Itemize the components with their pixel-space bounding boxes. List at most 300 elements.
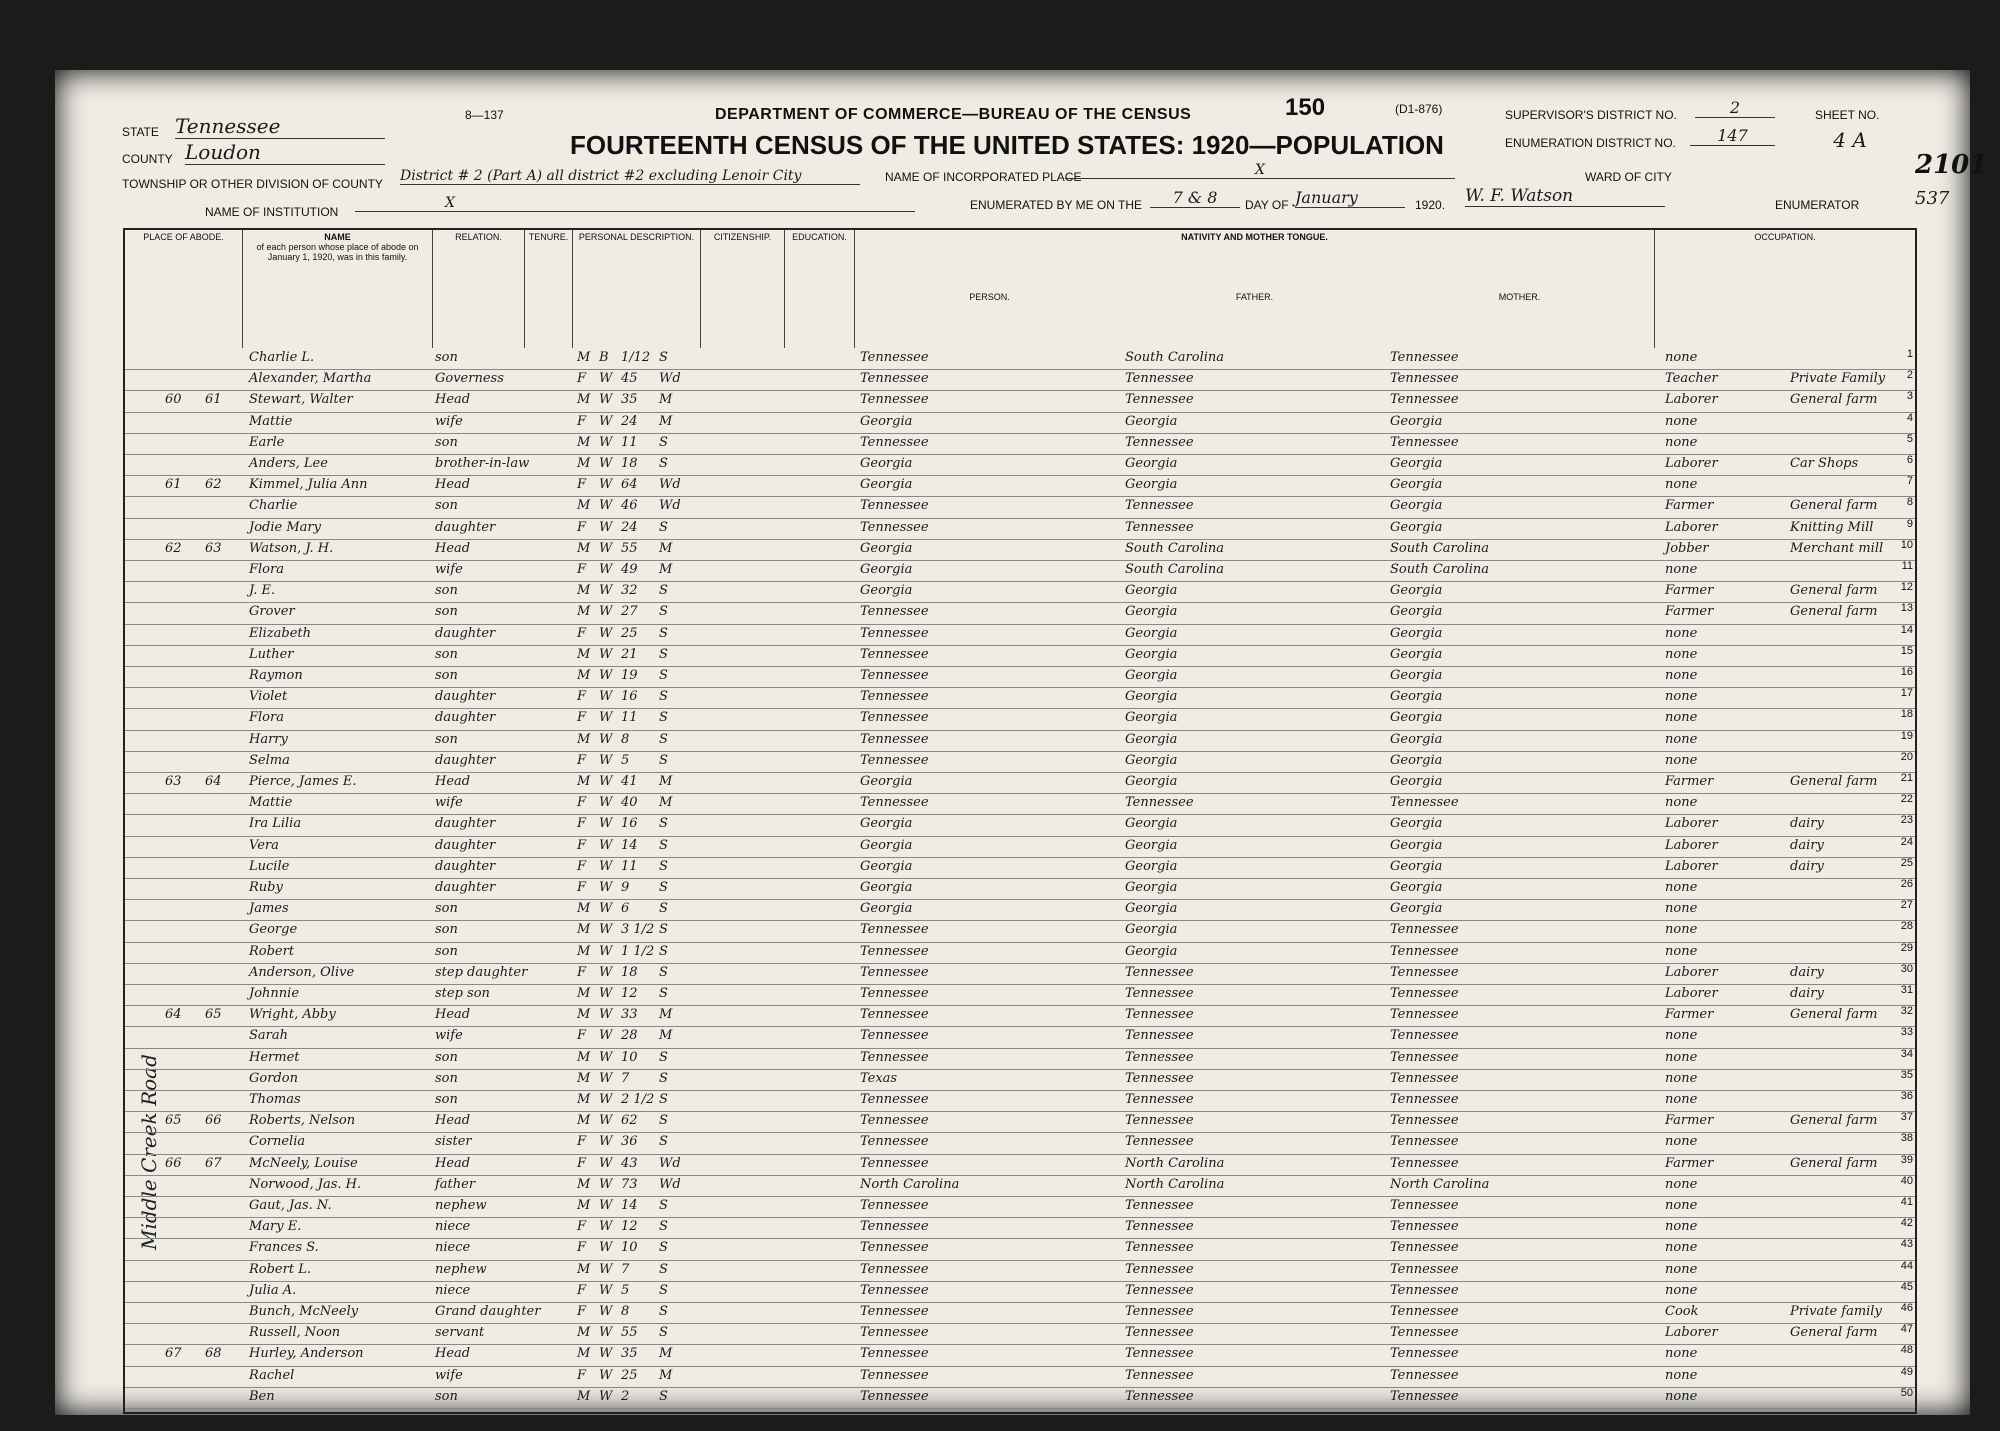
cell-age: 2: [621, 1388, 630, 1404]
cell-occupation: Laborer: [1665, 519, 1718, 535]
cell-relation: Head: [435, 540, 471, 556]
cell-family: [205, 1238, 241, 1257]
line-number: 33: [1900, 1026, 1913, 1039]
cell-age: 1/12: [621, 350, 651, 365]
line-number: 14: [1900, 623, 1913, 636]
cell-relation: niece: [435, 1282, 471, 1298]
cell-father-birth: Georgia: [1125, 774, 1178, 789]
cell-mother-birth: Georgia: [1390, 477, 1443, 493]
cell-family: [205, 1387, 241, 1406]
cell-relation: Head: [435, 1346, 471, 1362]
cell-mother-birth: Tennessee: [1390, 1049, 1459, 1065]
cell-father-birth: Georgia: [1125, 922, 1178, 938]
cell-relation: daughter: [435, 710, 496, 726]
county-label: COUNTY: [122, 152, 173, 166]
cell-family: [205, 942, 241, 961]
cell-sex: M: [577, 1325, 591, 1341]
cell-family: [205, 1281, 241, 1300]
cell-name: Stewart, Walter: [249, 392, 353, 408]
cell-sex: F: [577, 625, 587, 641]
cell-name: Lucile: [249, 858, 290, 874]
cell-occupation: none: [1665, 1176, 1698, 1192]
cell-father-birth: Georgia: [1125, 413, 1178, 429]
cell-sex: F: [577, 519, 587, 535]
cell-age: 12: [621, 1219, 638, 1235]
cell-dwelling: [165, 496, 201, 515]
cell-sex: M: [577, 668, 591, 683]
cell-name: Selma: [249, 752, 290, 768]
cell-age: 10: [621, 1240, 638, 1256]
cell-father-birth: Georgia: [1125, 689, 1178, 705]
cell-name: Earle: [249, 434, 285, 450]
cell-relation: son: [435, 668, 458, 683]
cell-occupation: Farmer: [1665, 604, 1714, 620]
line-number: 40: [1900, 1174, 1913, 1187]
cell-race: W: [599, 795, 613, 811]
cell-father-birth: Tennessee: [1125, 498, 1194, 514]
enumerator-label: ENUMERATOR: [1775, 198, 1860, 212]
cell-family: 64: [205, 774, 222, 789]
cell-mother-birth: Georgia: [1390, 880, 1443, 895]
cell-marital: Wd: [659, 1176, 681, 1192]
cell-name: Violet: [249, 689, 288, 705]
cell-family: [205, 1196, 241, 1215]
cell-name: Robert: [249, 943, 295, 959]
cell-industry: General farm: [1790, 1155, 1878, 1171]
cell-name: Kimmel, Julia Ann: [249, 477, 368, 493]
cell-age: 55: [621, 1325, 638, 1341]
cell-dwelling: [165, 412, 201, 431]
cell-marital: S: [659, 519, 668, 535]
cell-sex: M: [577, 1261, 591, 1277]
cell-dwelling: [165, 1132, 201, 1151]
cell-relation: daughter: [435, 816, 496, 832]
cell-father-birth: Tennessee: [1125, 1325, 1194, 1341]
cell-age: 7: [621, 1070, 630, 1086]
cell-name: McNeely, Louise: [249, 1155, 358, 1171]
cell-sex: M: [577, 731, 591, 747]
cell-mother-birth: Georgia: [1390, 604, 1443, 620]
cell-occupation: Jobber: [1665, 540, 1709, 556]
cell-dwelling: [165, 602, 201, 621]
cell-birth: Tennessee: [860, 1261, 929, 1277]
cell-dwelling: 62: [165, 540, 182, 556]
line-number: 10: [1900, 538, 1913, 551]
cell-father-birth: Georgia: [1125, 880, 1178, 895]
cell-family: [205, 857, 241, 876]
cell-father-birth: Tennessee: [1125, 1198, 1194, 1213]
cell-mother-birth: Tennessee: [1390, 1155, 1459, 1171]
table-row: [125, 984, 1915, 1006]
cell-relation: Governess: [435, 371, 504, 387]
table-row: [125, 899, 1915, 921]
cell-family: [205, 645, 241, 664]
cell-name: Cornelia: [249, 1134, 306, 1150]
cell-race: W: [599, 1325, 613, 1341]
cell-birth: Tennessee: [860, 1007, 929, 1023]
enumerated-day: 7 & 8: [1150, 188, 1240, 208]
line-number: 42: [1900, 1217, 1913, 1230]
cell-relation: son: [435, 1388, 458, 1404]
cell-dwelling: 66: [165, 1155, 182, 1171]
cell-industry: dairy: [1790, 858, 1824, 874]
cell-dwelling: [165, 645, 201, 664]
line-number: 43: [1900, 1238, 1913, 1251]
cell-birth: Tennessee: [860, 1155, 929, 1171]
cell-birth: Georgia: [860, 837, 913, 853]
cell-occupation: none: [1665, 731, 1698, 747]
cell-marital: S: [659, 583, 668, 599]
line-number: 37: [1900, 1111, 1913, 1124]
cell-relation: son: [435, 1070, 458, 1086]
cell-race: W: [599, 1304, 613, 1319]
cell-occupation: none: [1665, 901, 1698, 917]
cell-race: W: [599, 1176, 613, 1192]
cell-race: W: [599, 1092, 613, 1107]
cell-father-birth: Tennessee: [1125, 964, 1194, 980]
line-number: 6: [1906, 454, 1913, 466]
cell-relation: niece: [435, 1219, 471, 1235]
cell-relation: wife: [435, 562, 463, 577]
cell-marital: S: [659, 1240, 668, 1256]
cell-sex: M: [577, 498, 591, 514]
line-number: 32: [1900, 1005, 1913, 1018]
cell-relation: niece: [435, 1240, 471, 1256]
cell-occupation: Laborer: [1665, 837, 1718, 853]
cell-name: Anders, Lee: [249, 456, 328, 471]
cell-name: Bunch, McNeely: [249, 1304, 359, 1319]
line-number: 11: [1901, 560, 1913, 572]
cell-dwelling: 64: [165, 1007, 182, 1023]
cell-name: Flora: [249, 562, 284, 577]
cell-dwelling: 60: [165, 392, 182, 408]
cell-industry: dairy: [1790, 986, 1824, 1001]
cell-family: [205, 348, 241, 367]
cell-sex: F: [577, 689, 587, 705]
line-number: 48: [1900, 1344, 1913, 1357]
table-row: [125, 1238, 1915, 1260]
cell-marital: S: [659, 456, 668, 471]
cell-birth: Georgia: [860, 540, 913, 556]
cell-industry: dairy: [1790, 816, 1824, 832]
cell-name: Vera: [249, 837, 279, 853]
cell-dwelling: [165, 1323, 201, 1342]
cell-mother-birth: Tennessee: [1390, 1070, 1459, 1086]
line-number: 2: [1906, 369, 1913, 382]
line-number: 3: [1906, 390, 1913, 403]
cell-occupation: none: [1665, 922, 1698, 938]
cell-occupation: Farmer: [1665, 498, 1714, 514]
cell-occupation: none: [1665, 1049, 1698, 1065]
line-number: 28: [1900, 920, 1913, 933]
cell-mother-birth: Georgia: [1390, 837, 1443, 853]
cell-industry: [1790, 1090, 1910, 1109]
cell-occupation: Cook: [1665, 1304, 1699, 1319]
cell-mother-birth: Tennessee: [1390, 1007, 1459, 1023]
cell-mother-birth: Tennessee: [1390, 1028, 1459, 1044]
cell-mother-birth: Georgia: [1390, 731, 1443, 747]
cell-race: W: [599, 837, 613, 853]
table-row: [125, 1217, 1915, 1239]
line-number: 25: [1900, 856, 1913, 869]
cell-relation: son: [435, 731, 458, 747]
cell-age: 62: [621, 1113, 638, 1129]
cell-industry: General farm: [1790, 774, 1878, 789]
header-tenure: TENURE.: [525, 230, 573, 348]
cell-dwelling: [165, 708, 201, 727]
cell-occupation: none: [1665, 710, 1698, 726]
cell-mother-birth: Tennessee: [1390, 1113, 1459, 1129]
cell-age: 6: [621, 901, 630, 917]
cell-occupation: none: [1665, 752, 1698, 768]
cell-birth: Tennessee: [860, 1282, 929, 1298]
cell-sex: M: [577, 943, 591, 959]
cell-birth: Tennessee: [860, 1304, 929, 1319]
cell-relation: Head: [435, 774, 471, 789]
cell-family: [205, 730, 241, 749]
cell-mother-birth: Georgia: [1390, 901, 1443, 917]
enumeration-value: 147: [1690, 126, 1775, 146]
cell-occupation: none: [1665, 1388, 1698, 1404]
table-row: [125, 475, 1915, 497]
cell-name: Frances S.: [249, 1240, 319, 1256]
supervisor-label: SUPERVISOR'S DISTRICT NO.: [1505, 108, 1677, 122]
header-father: FATHER.: [1235, 292, 1274, 302]
cell-father-birth: North Carolina: [1125, 1176, 1225, 1192]
cell-race: W: [599, 689, 613, 705]
cell-marital: S: [659, 880, 668, 895]
cell-name: Johnnie: [249, 986, 300, 1001]
cell-name: Robert L.: [249, 1261, 311, 1277]
cell-mother-birth: Georgia: [1390, 583, 1443, 599]
cell-dwelling: [165, 793, 201, 812]
month-value: January: [1295, 188, 1405, 208]
cell-marital: Wd: [659, 1155, 681, 1171]
cell-birth: Georgia: [860, 816, 913, 832]
cell-name: Watson, J. H.: [249, 540, 334, 556]
cell-age: 24: [621, 413, 638, 429]
table-row: [125, 1344, 1915, 1366]
table-row: [125, 1111, 1915, 1133]
line-number: 39: [1900, 1153, 1913, 1166]
cell-dwelling: 67: [165, 1346, 182, 1362]
cell-mother-birth: Tennessee: [1390, 1261, 1459, 1277]
cell-marital: M: [659, 562, 673, 577]
table-row: [125, 581, 1915, 603]
cell-age: 9: [621, 880, 630, 895]
cell-occupation: Farmer: [1665, 1155, 1714, 1171]
cell-family: 66: [205, 1113, 222, 1129]
cell-marital: S: [659, 710, 668, 726]
cell-relation: nephew: [435, 1198, 487, 1213]
cell-birth: Tennessee: [860, 795, 929, 811]
cell-race: W: [599, 583, 613, 599]
cell-relation: daughter: [435, 519, 496, 535]
cell-birth: Tennessee: [860, 1346, 929, 1362]
line-number: 15: [1900, 644, 1913, 657]
cell-age: 3 1/2: [621, 922, 655, 938]
cell-occupation: Teacher: [1665, 371, 1718, 387]
cell-father-birth: Tennessee: [1125, 1049, 1194, 1065]
cell-father-birth: South Carolina: [1125, 350, 1225, 365]
cell-sex: M: [577, 646, 591, 662]
cell-sex: M: [577, 350, 591, 365]
cell-relation: Grand daughter: [435, 1304, 541, 1319]
cell-mother-birth: Tennessee: [1390, 943, 1459, 959]
line-number: 24: [1900, 835, 1913, 848]
line-number: 7: [1906, 475, 1913, 488]
cell-birth: Tennessee: [860, 1367, 929, 1383]
cell-dwelling: [165, 857, 201, 876]
cell-dwelling: [165, 687, 201, 706]
cell-mother-birth: North Carolina: [1390, 1176, 1490, 1192]
cell-mother-birth: Tennessee: [1390, 986, 1459, 1001]
cell-birth: Georgia: [860, 413, 913, 429]
line-number: 31: [1900, 984, 1913, 996]
cell-marital: M: [659, 392, 673, 408]
cell-dwelling: [165, 348, 201, 367]
cell-father-birth: Tennessee: [1125, 1304, 1194, 1319]
cell-relation: son: [435, 350, 458, 365]
cell-marital: S: [659, 986, 668, 1001]
cell-occupation: none: [1665, 1092, 1698, 1107]
cell-father-birth: Tennessee: [1125, 1092, 1194, 1107]
cell-name: Norwood, Jas. H.: [249, 1176, 362, 1192]
cell-race: W: [599, 922, 613, 938]
cell-race: W: [599, 774, 613, 789]
cell-race: W: [599, 816, 613, 832]
cell-birth: Tennessee: [860, 689, 929, 705]
cell-birth: Tennessee: [860, 731, 929, 747]
cell-family: [205, 878, 241, 897]
cell-marital: S: [659, 1070, 668, 1086]
cell-occupation: none: [1665, 562, 1698, 577]
table-row: [125, 963, 1915, 985]
cell-birth: Tennessee: [860, 434, 929, 450]
cell-industry: General farm: [1790, 498, 1878, 514]
cell-name: Thomas: [249, 1092, 301, 1107]
table-row: [125, 1387, 1915, 1409]
cell-dwelling: [165, 751, 201, 770]
cell-race: W: [599, 456, 613, 471]
cell-relation: son: [435, 1049, 458, 1065]
cell-marital: S: [659, 689, 668, 705]
cell-mother-birth: Georgia: [1390, 689, 1443, 705]
cell-age: 41: [621, 774, 638, 789]
cell-family: [205, 899, 241, 918]
cell-relation: son: [435, 1092, 458, 1107]
cell-race: W: [599, 1070, 613, 1086]
cell-family: 65: [205, 1007, 222, 1023]
header-name-title: NAME: [324, 232, 351, 242]
cell-birth: Tennessee: [860, 668, 929, 683]
cell-dwelling: [165, 1069, 201, 1088]
cell-marital: S: [659, 434, 668, 450]
line-number: 45: [1900, 1280, 1913, 1293]
cell-family: [205, 1366, 241, 1385]
cell-family: 63: [205, 540, 222, 556]
table-row: [125, 1323, 1915, 1345]
table-row: [125, 793, 1915, 815]
cell-family: 68: [205, 1346, 222, 1362]
line-number: 21: [1900, 772, 1913, 784]
cell-race: W: [599, 1155, 613, 1171]
cell-father-birth: South Carolina: [1125, 562, 1225, 577]
line-number: 47: [1900, 1323, 1913, 1336]
township-label: TOWNSHIP OR OTHER DIVISION OF COUNTY: [122, 177, 383, 191]
cell-mother-birth: Georgia: [1390, 816, 1443, 832]
cell-name: Alexander, Martha: [249, 371, 372, 387]
line-number: 29: [1900, 941, 1913, 954]
table-row: [125, 1026, 1915, 1048]
cell-father-birth: Tennessee: [1125, 1113, 1194, 1129]
cell-marital: M: [659, 413, 673, 429]
cell-race: W: [599, 625, 613, 641]
cell-family: [205, 793, 241, 812]
cell-dwelling: [165, 1366, 201, 1385]
line-number: 13: [1900, 602, 1913, 615]
cell-dwelling: 63: [165, 774, 182, 789]
cell-marital: S: [659, 816, 668, 832]
cell-mother-birth: Tennessee: [1390, 1219, 1459, 1235]
cell-family: [205, 836, 241, 855]
table-row: [125, 772, 1915, 794]
cell-industry: [1790, 920, 1910, 939]
cell-family: [205, 1302, 241, 1321]
cell-sex: M: [577, 583, 591, 599]
header-occupation: OCCUPATION.: [1754, 232, 1816, 242]
cell-industry: [1790, 1260, 1910, 1279]
state-label: STATE: [122, 125, 159, 139]
cell-industry: [1790, 708, 1910, 727]
cell-marital: Wd: [659, 477, 681, 493]
cell-industry: [1790, 1069, 1910, 1088]
cell-industry: Private family: [1790, 1304, 1882, 1319]
table-row: [125, 1196, 1915, 1218]
cell-marital: S: [659, 1304, 668, 1319]
table-row: [125, 602, 1915, 624]
cell-family: [205, 687, 241, 706]
cell-name: J. E.: [249, 583, 276, 599]
cell-age: 64: [621, 477, 638, 493]
cell-age: 16: [621, 689, 638, 705]
table-row: [125, 624, 1915, 646]
cell-name: Pierce, James E.: [249, 774, 357, 789]
cell-industry: General farm: [1790, 604, 1878, 620]
cell-relation: daughter: [435, 625, 496, 641]
cell-sex: M: [577, 1113, 591, 1129]
cell-relation: step daughter: [435, 964, 528, 980]
cell-race: W: [599, 752, 613, 768]
cell-mother-birth: Tennessee: [1390, 964, 1459, 980]
cell-occupation: Farmer: [1665, 1113, 1714, 1129]
cell-mother-birth: Tennessee: [1390, 434, 1459, 450]
cell-mother-birth: Tennessee: [1390, 922, 1459, 938]
form-number: 8—137: [465, 108, 504, 122]
cell-relation: wife: [435, 1367, 463, 1383]
cell-dwelling: [165, 1302, 201, 1321]
cell-occupation: none: [1665, 1261, 1698, 1277]
header-relation: RELATION.: [433, 230, 525, 348]
cell-father-birth: Tennessee: [1125, 795, 1194, 811]
cell-sex: F: [577, 1028, 587, 1044]
cell-age: 14: [621, 837, 638, 853]
cell-age: 8: [621, 1304, 630, 1319]
cell-occupation: none: [1665, 434, 1698, 450]
cell-name: Russell, Noon: [249, 1325, 341, 1341]
cell-father-birth: Georgia: [1125, 646, 1178, 662]
cell-age: 18: [621, 964, 638, 980]
